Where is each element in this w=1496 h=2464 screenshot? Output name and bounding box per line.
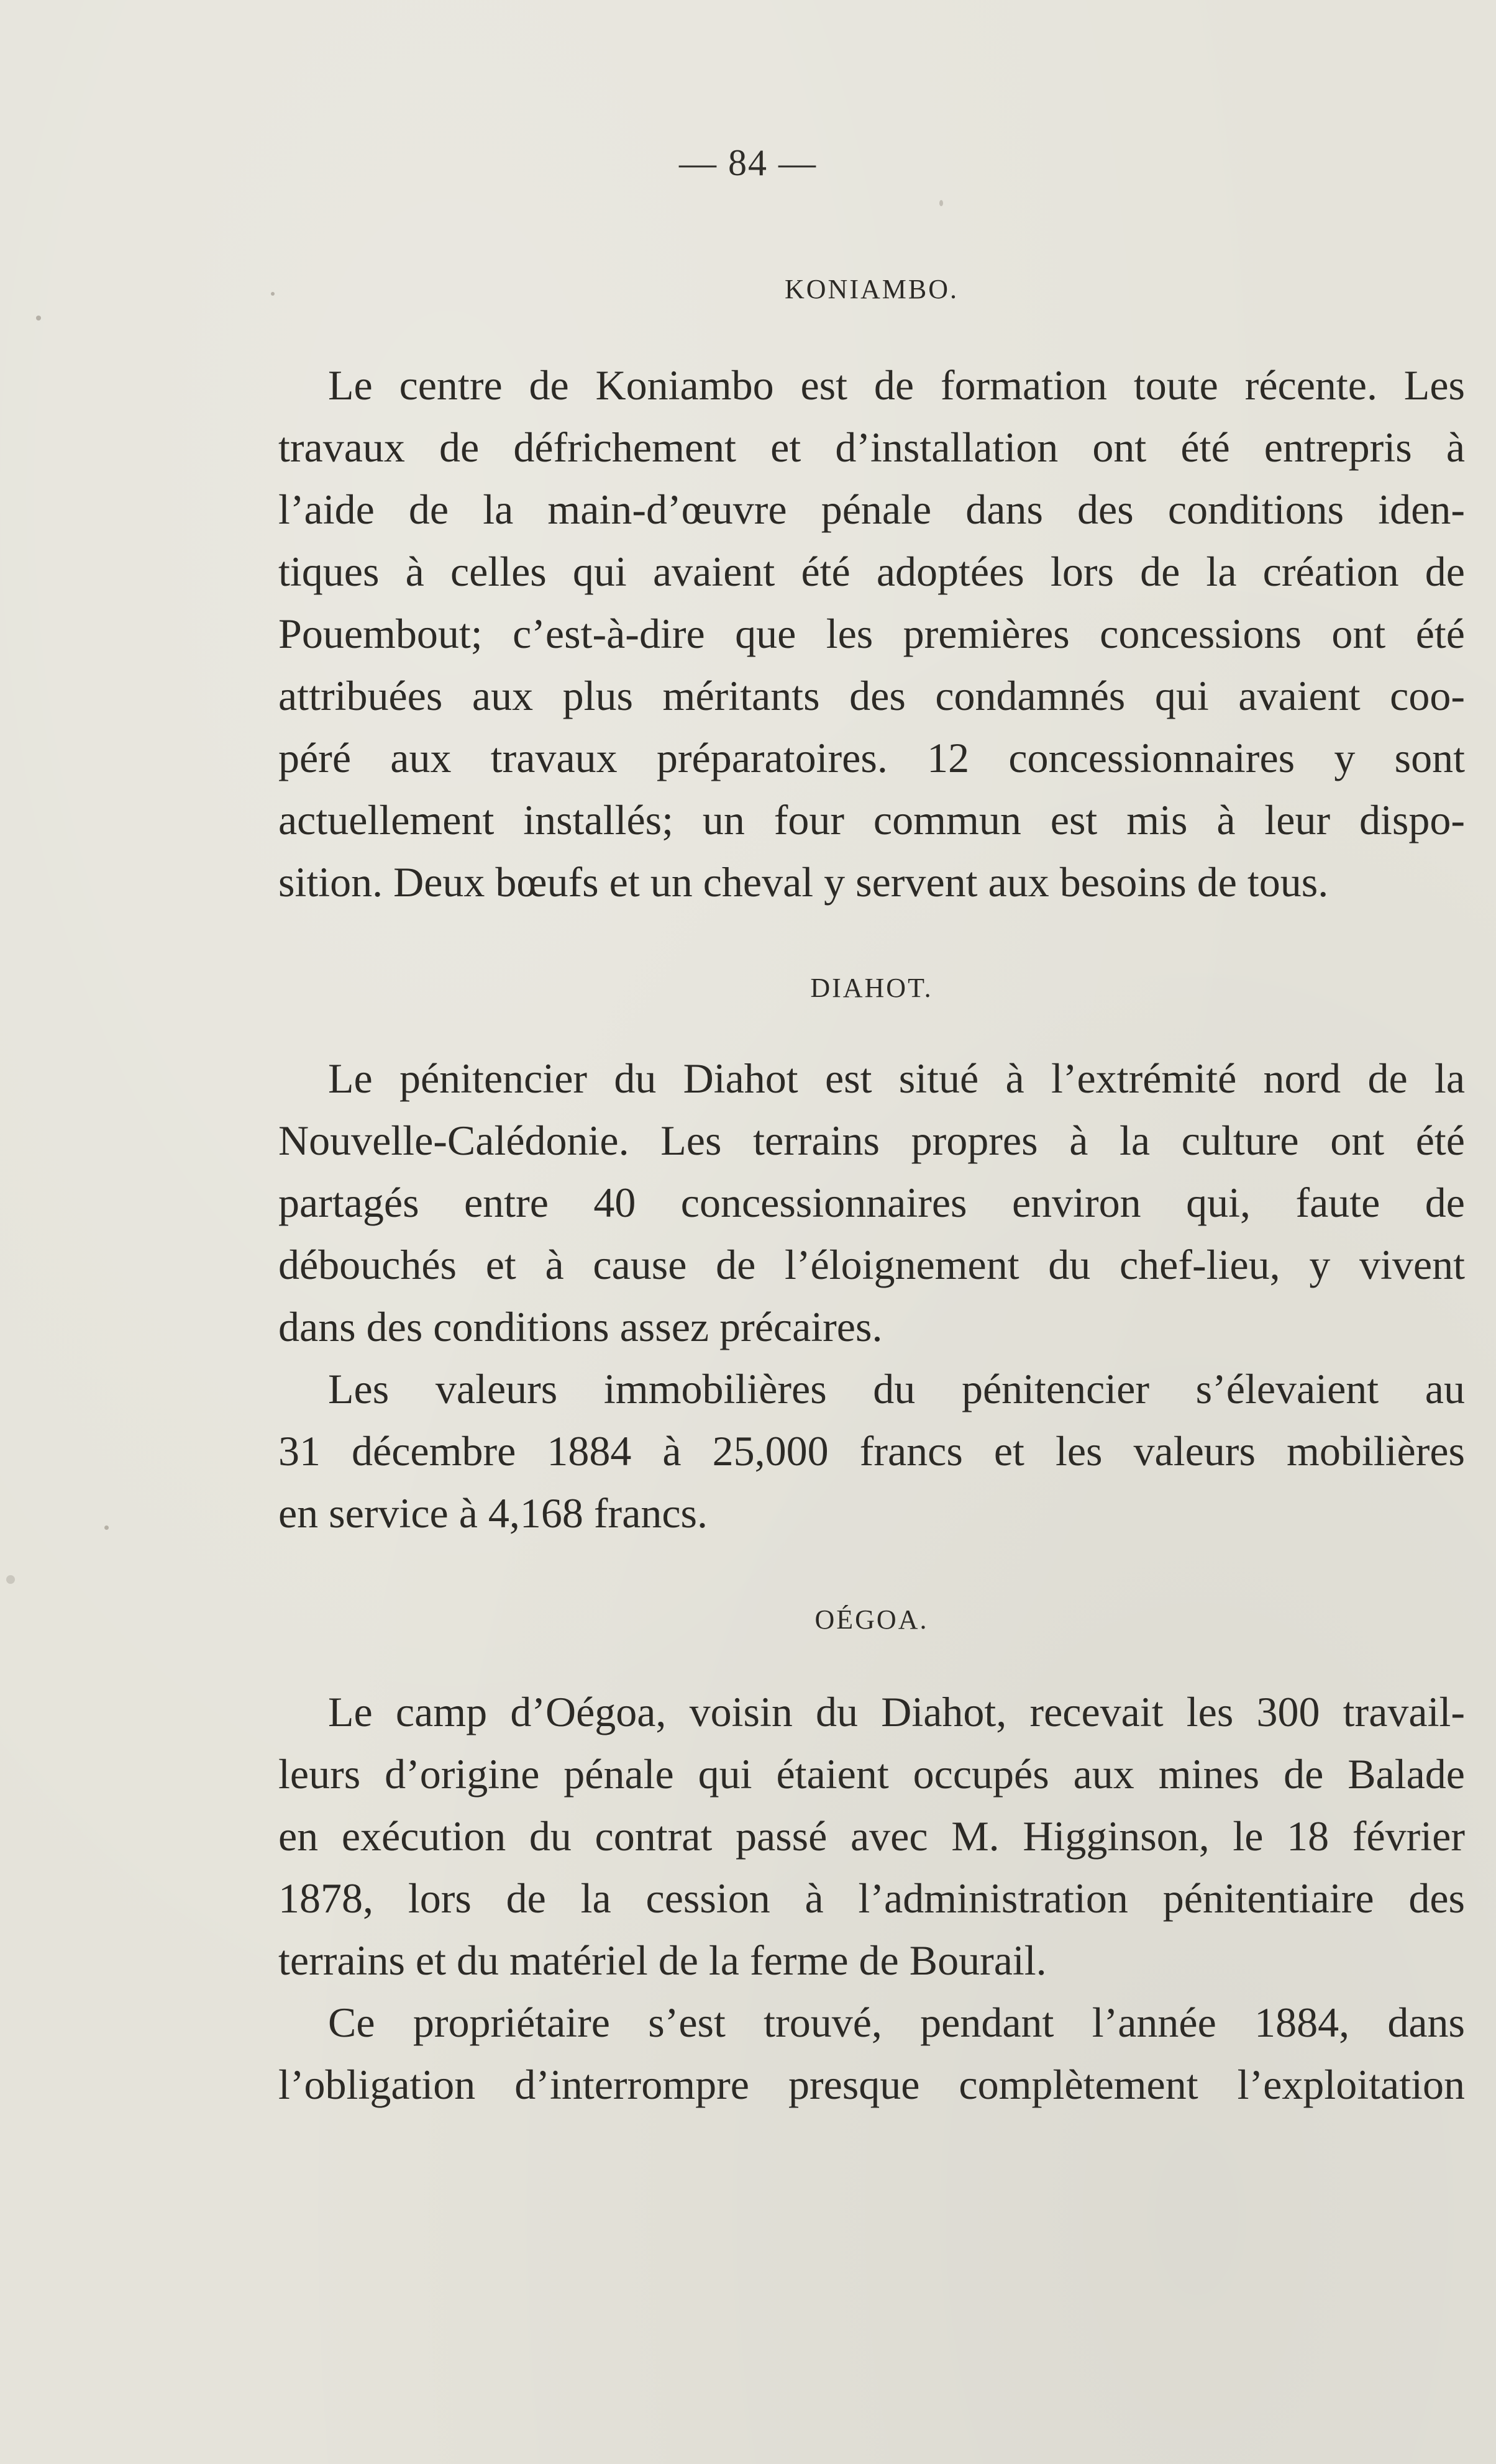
paper-speck [36, 316, 41, 321]
text-line: Ce propriétaire s’est trouvé, pendant l’année 1884, dans [328, 1999, 1465, 2046]
text-line: Les valeurs immobilières du pénitencier s’élevaient au [328, 1365, 1465, 1412]
text-line: 31 décembre 1884 à 25,000 francs et les valeurs mobilières [278, 1427, 1465, 1475]
text-line: actuellement installés; un four commun est mis à leur dispo- [278, 796, 1465, 843]
section-heading-oegoa: OÉGOA. [814, 1604, 929, 1635]
text-line: partagés entre 40 concessionnaires environ qui, faute de [278, 1179, 1465, 1226]
text-line: Pouembout; c’est-à-dire que les premières concessions ont été [278, 610, 1465, 657]
section-heading-koniambo: KONIAMBO. [785, 274, 959, 304]
text-line: l’aide de la main-d’œuvre pénale dans des conditions iden- [278, 486, 1465, 533]
paragraph-diahot-1 [278, 1047, 1465, 1358]
text-line: attribuées aux plus méritants des condamnés qui avaient coo- [278, 672, 1465, 719]
text-line: Nouvelle-Calédonie. Les terrains propres à la culture ont été [278, 1117, 1465, 1164]
text-line: débouchés et à cause de l’éloignement du chef-lieu, y vivent [278, 1241, 1465, 1288]
paper-speck [939, 200, 943, 206]
paper-speck [271, 292, 275, 296]
paragraph-koniambo [278, 354, 1465, 913]
paper-speck [6, 1575, 15, 1584]
text-line: leurs d’origine pénale qui étaient occupés aux mines de Balade [278, 1750, 1465, 1798]
page-number: — 84 — [679, 142, 817, 183]
text-line: en service à 4,168 francs. [278, 1489, 708, 1537]
section-heading-diahot: DIAHOT. [810, 973, 933, 1003]
paragraph-diahot-2 [278, 1358, 1465, 1544]
paragraph-oegoa-1 [278, 1681, 1465, 1991]
text-line: en exécution du contrat passé avec M. Higginson, le 18 février [278, 1812, 1465, 1860]
text-line: Le camp d’Oégoa, voisin du Diahot, recevait les 300 travail- [328, 1688, 1465, 1735]
text-line: Le pénitencier du Diahot est situé à l’extrémité nord de la [328, 1055, 1465, 1102]
text-line: sition. Deux bœufs et un cheval y servent aux besoins de tous. [278, 858, 1329, 906]
paragraph-oegoa-2 [278, 1991, 1465, 2116]
text-line: l’obligation d’interrompre presque complètement l’exploitation [278, 2061, 1465, 2108]
paper-speck [104, 1525, 109, 1530]
text-line: travaux de défrichement et d’installation ont été entrepris à [278, 424, 1465, 471]
text-line: tiques à celles qui avaient été adoptées lors de la création de [278, 548, 1465, 595]
text-line: Le centre de Koniambo est de formation toute récente. Les [328, 361, 1465, 409]
text-line: dans des conditions assez précaires. [278, 1303, 883, 1350]
text-line: terrains et du matériel de la ferme de Bourail. [278, 1937, 1047, 1984]
text-line: 1878, lors de la cession à l’administration pénitentiaire des [278, 1875, 1465, 1922]
text-line: péré aux travaux préparatoires. 12 concessionnaires y sont [278, 734, 1465, 781]
